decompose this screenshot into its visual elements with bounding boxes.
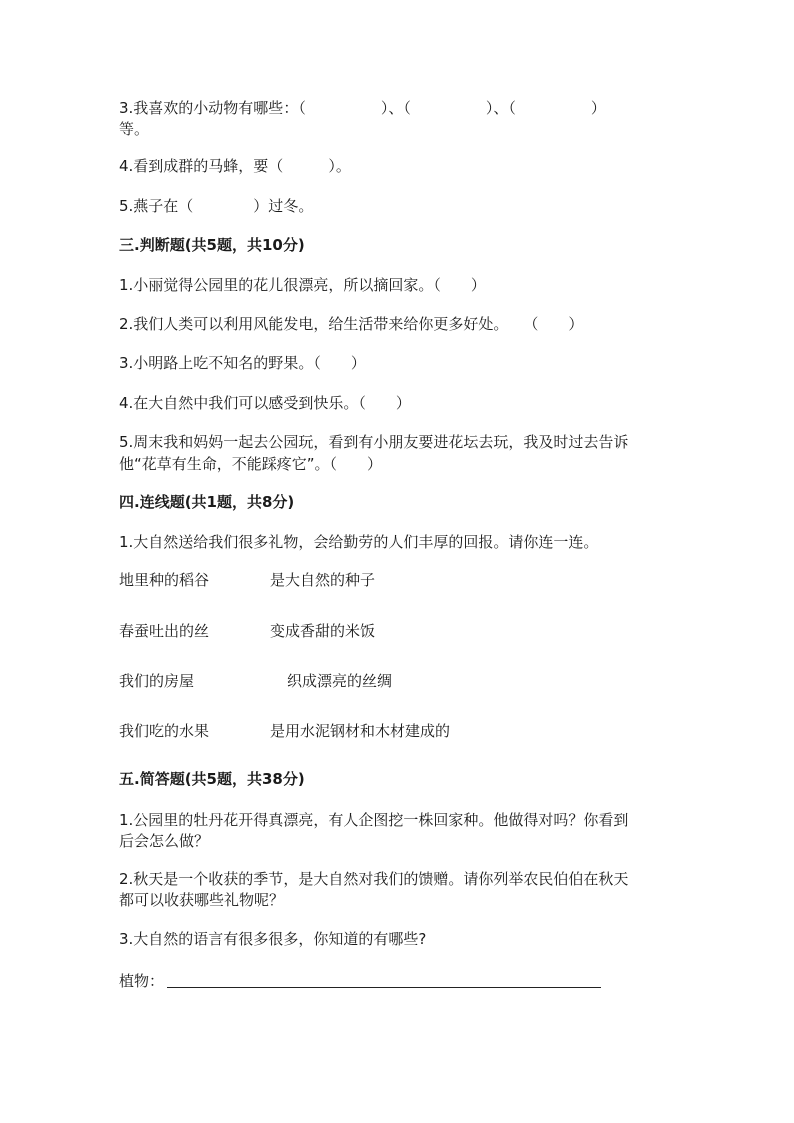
section4-title: 四.连线题(共1题，共8分) bbox=[119, 493, 295, 511]
short-q1-line2: 后会怎么做？ bbox=[119, 832, 210, 850]
fill-blank-q4: 4.看到成群的马蜂，要（ ）。 bbox=[119, 157, 351, 175]
section3-title: 三.判断题(共5题，共10分) bbox=[119, 236, 305, 254]
match-left-4: 我们吃的水果 bbox=[119, 722, 210, 740]
match-left-2: 春蚕吐出的丝 bbox=[119, 622, 210, 640]
match-right-4: 是用水泥钢材和木材建成的 bbox=[270, 722, 451, 740]
plant-label: 植物： bbox=[119, 972, 165, 990]
short-q3: 3.大自然的语言有很多很多，你知道的有哪些? bbox=[119, 930, 427, 948]
judge-q4: 4.在大自然中我们可以感受到快乐。（ ） bbox=[119, 394, 411, 412]
judge-q1: 1.小丽觉得公园里的花儿很漂亮，所以摘回家。（ ） bbox=[119, 276, 486, 294]
fill-blank-q5: 5.燕子在（ ）过冬。 bbox=[119, 197, 314, 215]
match-left-1: 地里种的稻谷 bbox=[119, 571, 210, 589]
match-right-2: 变成香甜的米饭 bbox=[270, 622, 376, 640]
match-left-3: 我们的房屋 bbox=[119, 672, 195, 690]
fill-blank-q3-line1: 3.我喜欢的小动物有哪些：（ ）、（ ）、（ ） bbox=[119, 99, 606, 117]
judge-q5-line1: 5.周末我和妈妈一起去公园玩，看到有小朋友要进花坛去玩，我及时过去告诉 bbox=[119, 433, 629, 451]
short-q1-line1: 1.公园里的牡丹花开得真漂亮，有人企图挖一株回家种。他做得对吗？你看到 bbox=[119, 811, 629, 829]
short-q2-line2: 都可以收获哪些礼物呢？ bbox=[119, 891, 285, 909]
judge-q2: 2.我们人类可以利用风能发电，给生活带来给你更多好处。 （ ） bbox=[119, 315, 584, 333]
section5-title: 五.简答题(共5题，共38分) bbox=[119, 770, 305, 788]
match-right-1: 是大自然的种子 bbox=[270, 571, 376, 589]
plant-answer-line[interactable] bbox=[167, 987, 601, 988]
fill-blank-q3-line2: 等。 bbox=[119, 120, 150, 138]
match-q1: 1.大自然送给我们很多礼物，会给勤劳的人们丰厚的回报。请你连一连。 bbox=[119, 533, 599, 551]
short-q2-line1: 2.秋天是一个收获的季节，是大自然对我们的馈赠。请你列举农民伯伯在秋天 bbox=[119, 870, 629, 888]
judge-q5-line2: 他“花草有生命，不能踩疼它”。（ ） bbox=[119, 455, 383, 473]
match-right-3: 织成漂亮的丝绸 bbox=[287, 672, 393, 690]
judge-q3: 3.小明路上吃不知名的野果。（ ） bbox=[119, 354, 366, 372]
